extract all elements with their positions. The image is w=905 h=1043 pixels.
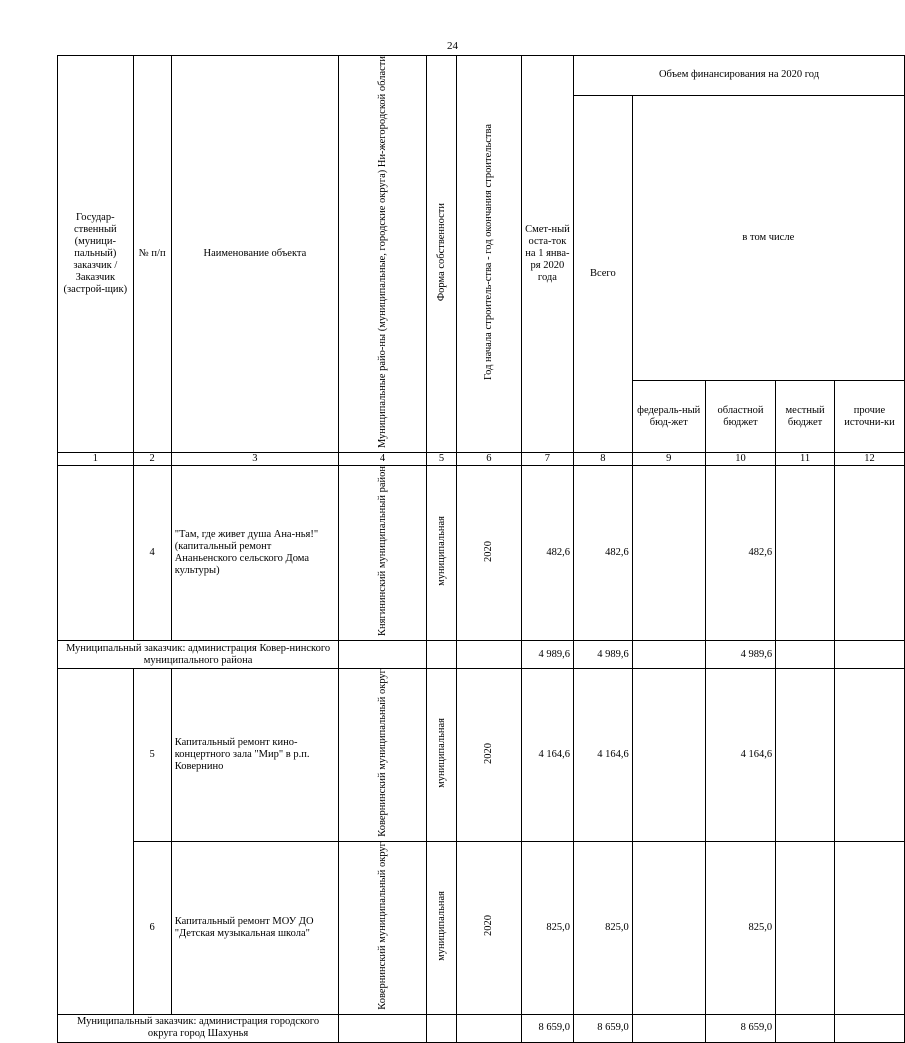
regional: 4 164,6	[705, 669, 775, 842]
row-num: 6	[133, 841, 171, 1014]
balance: 4 989,6	[521, 641, 573, 669]
object-name: Капитальный ремонт МОУ ДО "Детская музыкальная школа"	[171, 841, 338, 1014]
header-district: Муниципальные райо-ны (муниципальные, городские округа) Ни-жегородской области	[376, 56, 388, 449]
col-number: 10	[705, 453, 775, 466]
header-other: прочие источни-ки	[835, 381, 905, 453]
ownership-cell	[426, 466, 456, 641]
ownership: муниципальная	[435, 718, 447, 788]
total: 8 659,0	[574, 1014, 633, 1042]
page-number: 24	[447, 40, 458, 52]
col-number: 9	[632, 453, 705, 466]
col-number: 3	[171, 453, 338, 466]
local	[776, 466, 835, 641]
header-object-name: Наименование объекта	[171, 56, 338, 453]
ownership-cell	[426, 669, 456, 842]
col-number: 1	[58, 453, 134, 466]
district: Княгининский муниципальный район	[376, 466, 388, 637]
header-including: в том числе	[632, 96, 904, 381]
ownership: муниципальная	[435, 516, 447, 587]
header-district-cell	[339, 56, 427, 453]
col-number: 4	[339, 453, 427, 466]
summary-row	[58, 641, 905, 669]
row-num: 4	[133, 466, 171, 641]
header-customer: Государ-ственный (муници-пальный) заказчик / Заказчик (застрой-щик)	[58, 56, 134, 453]
local	[776, 669, 835, 842]
object-name: Капитальный ремонт кино-концертного зала "Мир" в р.п. Ковернино	[171, 669, 338, 842]
district-cell	[339, 466, 427, 641]
total: 482,6	[574, 466, 633, 641]
header-local: местный бюджет	[776, 381, 835, 453]
local	[776, 841, 835, 1014]
year: 2020	[483, 540, 495, 562]
regional: 8 659,0	[705, 1014, 775, 1042]
district-cell	[339, 841, 427, 1014]
summary-label: Муниципальный заказчик: администрация городского округа город Шахунья	[58, 1014, 339, 1042]
federal	[632, 466, 705, 641]
district: Ковернинский муниципальный округ	[376, 669, 388, 837]
header-num: № п/п	[133, 56, 171, 453]
header-ownership: Форма собственности	[435, 202, 447, 302]
ownership: муниципальная	[435, 890, 447, 961]
object-name: "Там, где живет душа Ана-нья!" (капитальный ремонт Ананьенского сельского Дома культуры)	[171, 466, 338, 641]
year-cell	[457, 669, 522, 842]
federal	[632, 841, 705, 1014]
table-row	[58, 466, 905, 641]
col-number: 5	[426, 453, 456, 466]
regional: 482,6	[705, 466, 775, 641]
customer-cell	[58, 669, 134, 1015]
other	[835, 466, 905, 641]
balance: 825,0	[521, 841, 573, 1014]
funding-table	[57, 55, 905, 1043]
header-years: Год начала строитель-ства - год окончания строительства	[483, 124, 495, 381]
header-total: Всего	[574, 96, 633, 453]
regional: 4 989,6	[705, 641, 775, 669]
col-number: 6	[457, 453, 522, 466]
total: 4 989,6	[574, 641, 633, 669]
col-number: 12	[835, 453, 905, 466]
district: Ковернинский муниципальный округ	[376, 841, 388, 1010]
other	[835, 669, 905, 842]
header-ownership-cell	[426, 56, 456, 453]
ownership-cell	[426, 841, 456, 1014]
customer-cell	[58, 466, 134, 641]
district-cell	[339, 669, 427, 842]
row-num: 5	[133, 669, 171, 842]
header-years-cell	[457, 56, 522, 453]
total: 4 164,6	[574, 669, 633, 842]
table-row	[58, 841, 905, 1014]
col-number: 7	[521, 453, 573, 466]
summary-label: Муниципальный заказчик: администрация Ковер-нинского муниципального района	[58, 641, 339, 669]
summary-row	[58, 1014, 905, 1042]
header-balance: Смет-ный оста-ток на 1 янва-ря 2020 года	[521, 56, 573, 453]
header-funding-title: Объем финансирования на 2020 год	[574, 56, 905, 96]
balance: 482,6	[521, 466, 573, 641]
header-federal: федераль-ный бюд-жет	[632, 381, 705, 453]
col-number: 11	[776, 453, 835, 466]
col-number: 8	[574, 453, 633, 466]
year: 2020	[483, 915, 495, 937]
table-row	[58, 669, 905, 842]
year: 2020	[483, 742, 495, 764]
balance: 8 659,0	[521, 1014, 573, 1042]
balance: 4 164,6	[521, 669, 573, 842]
other	[835, 841, 905, 1014]
header-regional: областной бюджет	[705, 381, 775, 453]
year-cell	[457, 466, 522, 641]
col-number: 2	[133, 453, 171, 466]
year-cell	[457, 841, 522, 1014]
regional: 825,0	[705, 841, 775, 1014]
total: 825,0	[574, 841, 633, 1014]
federal	[632, 669, 705, 842]
